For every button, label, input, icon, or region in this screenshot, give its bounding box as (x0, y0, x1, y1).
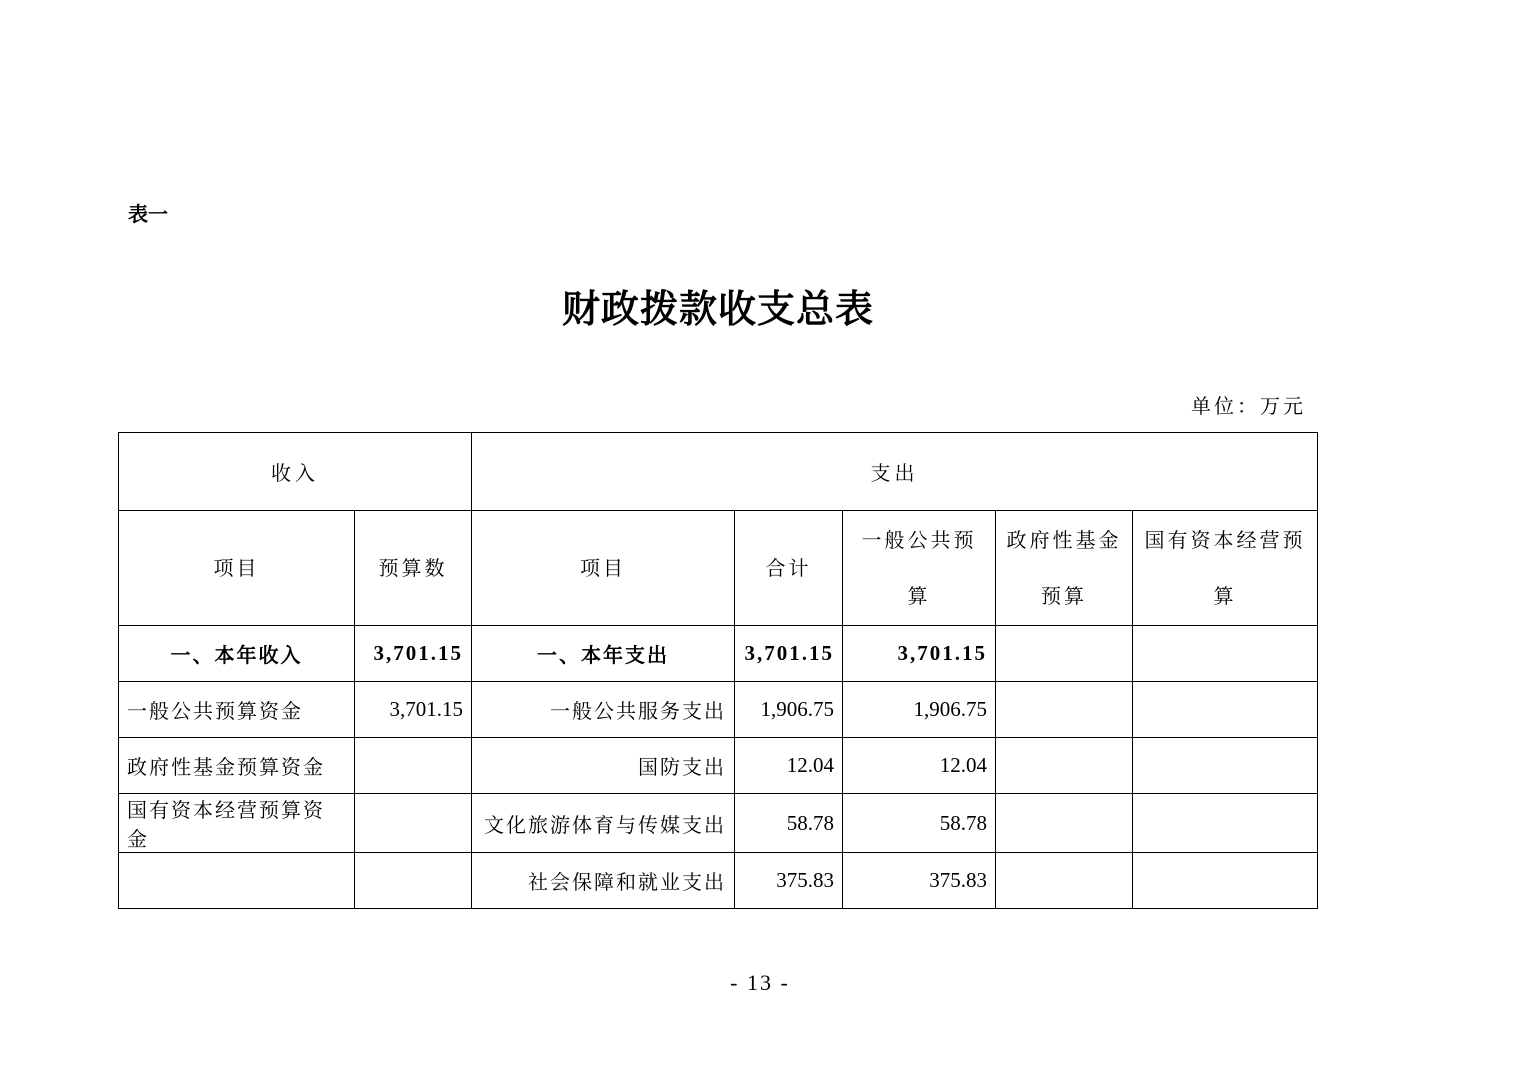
exp-gov-fund-header: 政府性基金预算 (996, 511, 1133, 626)
header-row-groups (119, 433, 1318, 511)
exp-total-cell: 375.83 (735, 853, 843, 909)
exp-total-header: 合计 (735, 511, 843, 626)
exp-item-cell: 一、本年支出 (472, 626, 735, 682)
exp-gov-fund-cell (996, 626, 1133, 682)
exp-item-cell: 文化旅游体育与传媒支出 (472, 794, 735, 853)
income-item-cell: 国有资本经营预算资金 (119, 794, 355, 853)
exp-total-cell: 58.78 (735, 794, 843, 853)
exp-total-cell: 1,906.75 (735, 682, 843, 738)
exp-item-cell: 国防支出 (472, 738, 735, 794)
exp-total-cell: 12.04 (735, 738, 843, 794)
exp-item-cell: 社会保障和就业支出 (472, 853, 735, 909)
page-number: - 13 - (730, 970, 790, 995)
table-row (119, 738, 1318, 794)
exp-general-cell: 1,906.75 (843, 682, 996, 738)
table-row (119, 853, 1318, 909)
header-row-columns (119, 511, 1318, 626)
exp-gov-fund-cell (996, 682, 1133, 738)
exp-gov-fund-cell (996, 738, 1133, 794)
exp-total-cell: 3,701.15 (735, 626, 843, 682)
table-label: 表一 (128, 202, 168, 226)
income-budget-cell (355, 738, 472, 794)
exp-gov-fund-cell (996, 853, 1133, 909)
unit-label: 单位：万元 (1191, 394, 1306, 418)
exp-general-cell: 3,701.15 (843, 626, 996, 682)
income-item-cell: 一、本年收入 (119, 626, 355, 682)
table-row (119, 626, 1318, 682)
income-budget-cell: 3,701.15 (355, 682, 472, 738)
income-budget-cell (355, 853, 472, 909)
exp-gov-fund-cell (996, 794, 1133, 853)
expenditure-group-header: 支出 (472, 433, 1318, 511)
income-item-cell (119, 853, 355, 909)
income-budget-cell: 3,701.15 (355, 626, 472, 682)
exp-general-cell: 12.04 (843, 738, 996, 794)
exp-state-capital-cell (1133, 794, 1318, 853)
exp-item-cell: 一般公共服务支出 (472, 682, 735, 738)
exp-state-capital-header: 国有资本经营预算 (1133, 511, 1318, 626)
exp-state-capital-cell (1133, 738, 1318, 794)
exp-general-cell: 375.83 (843, 853, 996, 909)
income-item-cell: 政府性基金预算资金 (119, 738, 355, 794)
exp-state-capital-cell (1133, 682, 1318, 738)
income-group-header: 收入 (119, 433, 472, 511)
table-row (119, 682, 1318, 738)
income-item-cell: 一般公共预算资金 (119, 682, 355, 738)
table-row (119, 794, 1318, 853)
exp-general-cell: 58.78 (843, 794, 996, 853)
income-budget-cell (355, 794, 472, 853)
income-item-header: 项目 (119, 511, 355, 626)
exp-state-capital-cell (1133, 853, 1318, 909)
page-title: 财政拨款收支总表 (561, 286, 874, 331)
exp-item-header: 项目 (472, 511, 735, 626)
fiscal-appropriation-table (118, 432, 1318, 909)
exp-general-header: 一般公共预算 (843, 511, 996, 626)
income-budget-header: 预算数 (355, 511, 472, 626)
exp-state-capital-cell (1133, 626, 1318, 682)
